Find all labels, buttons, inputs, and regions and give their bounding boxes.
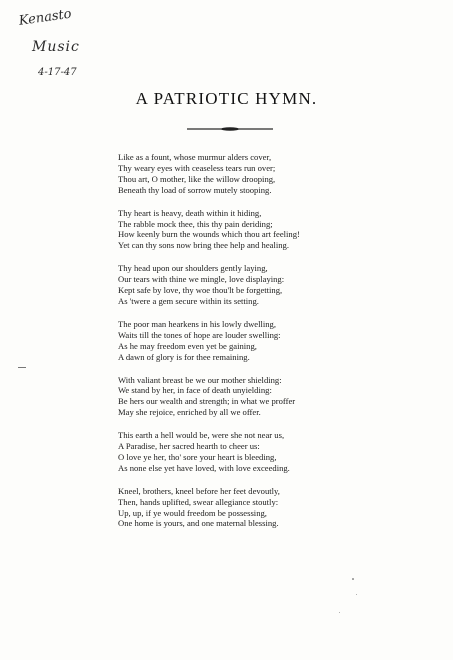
poem-line: Beneath thy load of sorrow mutely stooping. bbox=[118, 184, 272, 195]
poem-line: Thou art, O mother, like the willow drooping, bbox=[118, 173, 276, 184]
poem-stanza bbox=[118, 208, 438, 252]
poem-line: How keenly burn the wounds which thou art feeling! bbox=[118, 229, 300, 240]
poem-line: As 'twere a gem secure within its setting. bbox=[118, 295, 259, 306]
poem-line: Thy head upon our shoulders gently laying, bbox=[118, 263, 268, 274]
poem-line: Up, up, if ye would freedom be possessing, bbox=[118, 507, 267, 518]
poem-line: A dawn of glory is for thee remaining. bbox=[118, 351, 250, 362]
poem-stanza bbox=[118, 486, 438, 530]
poem-line: We stand by her, in face of death unyielding: bbox=[118, 385, 272, 396]
poem-stanza bbox=[118, 375, 438, 419]
poem-line: The rabble mock thee, this thy pain deriding; bbox=[118, 218, 273, 229]
paper-speck bbox=[352, 578, 354, 580]
poem-stanza bbox=[118, 152, 438, 196]
paper-speck bbox=[339, 612, 340, 613]
poem-title: A PATRIOTIC HYMN. bbox=[135, 89, 318, 108]
poem-line: Kneel, brothers, kneel before her feet devoutly, bbox=[118, 485, 280, 496]
poem-stanza bbox=[118, 263, 438, 307]
poem-line: Thy heart is heavy, death within it hiding, bbox=[118, 207, 262, 218]
title-rule-ornament bbox=[187, 127, 273, 131]
poem-line: Yet can thy sons now bring thee help and healing. bbox=[118, 240, 289, 251]
paper-speck bbox=[356, 594, 357, 595]
poem-line: This earth a hell would be, were she not near us, bbox=[118, 430, 285, 441]
poem-line: May she rejoice, enriched by all we offer. bbox=[118, 407, 261, 418]
poem-line: With valiant breast be we our mother shielding: bbox=[118, 374, 282, 385]
poem-line: One home is yours, and one maternal blessing. bbox=[118, 518, 279, 529]
poem-stanza bbox=[118, 319, 438, 363]
handwritten-annotation bbox=[18, 6, 98, 78]
poem-body bbox=[118, 152, 438, 541]
poem-line: Kept safe by love, thy woe thou'lt be forgetting, bbox=[118, 285, 283, 296]
poem-line: Thy weary eyes with ceaseless tears run over; bbox=[118, 162, 276, 173]
poem-line: The poor man hearkens in his lowly dwelling, bbox=[118, 318, 276, 329]
poem-line: Then, hands uplifted, swear allegiance stoutly: bbox=[118, 496, 279, 507]
poem-line: Be hers our wealth and strength; in what we proffer bbox=[118, 396, 296, 407]
handwritten-date: 4-17-47 bbox=[38, 67, 77, 78]
margin-mark bbox=[18, 367, 26, 368]
poem-line: Waits till the tones of hope are louder swelling: bbox=[118, 329, 281, 340]
poem-line: Our tears with thine we mingle, love displaying: bbox=[118, 274, 285, 285]
poem-line: A Paradise, her sacred hearth to cheer us: bbox=[118, 441, 260, 452]
poem-stanza bbox=[118, 430, 438, 474]
handwritten-line-2: Music bbox=[32, 39, 80, 55]
handwritten-line-1: Kenasto bbox=[18, 6, 73, 29]
poem-line: Like as a fount, whose murmur alders cover, bbox=[118, 152, 272, 162]
poem-line: O love ye her, tho' sore your heart is bleeding, bbox=[118, 451, 277, 462]
poem-line: As none else yet have loved, with love exceeding. bbox=[118, 462, 290, 473]
poem-line: As he may freedom even yet be gaining, bbox=[118, 340, 257, 351]
